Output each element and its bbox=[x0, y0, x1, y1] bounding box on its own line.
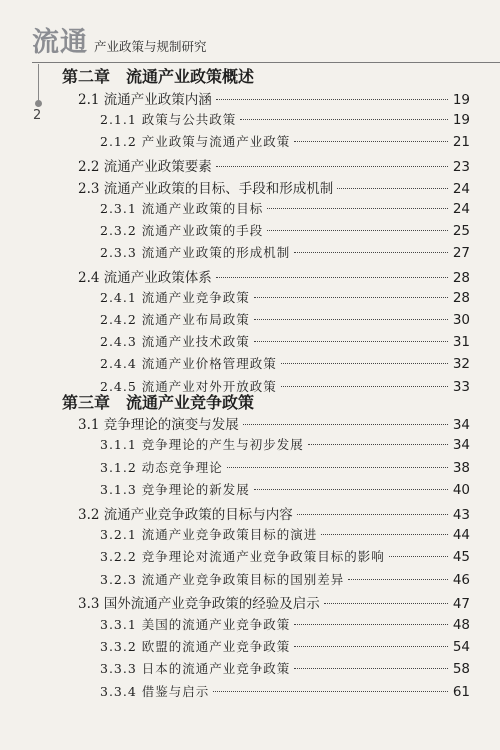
entry-page-number: 40 bbox=[452, 482, 470, 499]
entry-title: 2.3.3 流通产业政策的形成机制 bbox=[100, 245, 291, 261]
entry-page-number: 48 bbox=[452, 616, 470, 633]
toc-subsection-entry[interactable] bbox=[100, 354, 470, 372]
entry-title: 2.2 流通产业政策要素 bbox=[78, 158, 212, 175]
entry-page-number: 45 bbox=[452, 549, 470, 566]
entry-page-number: 31 bbox=[452, 334, 470, 351]
entry-title: 3.3.4 借鉴与启示 bbox=[100, 683, 210, 699]
toc-subsection-entry[interactable] bbox=[100, 243, 470, 261]
dot-leader bbox=[227, 467, 448, 468]
entry-title: 3.3.2 欧盟的流通产业竞争政策 bbox=[100, 639, 291, 654]
entry-page-number: 27 bbox=[452, 245, 470, 262]
dot-leader bbox=[243, 424, 448, 425]
entry-page-number: 44 bbox=[452, 527, 470, 543]
toc-subsection-entry[interactable] bbox=[100, 199, 470, 217]
dot-leader bbox=[240, 119, 448, 120]
dot-leader bbox=[294, 141, 448, 142]
dot-leader bbox=[297, 514, 448, 515]
entry-title: 3.1.1 竞争理论的产生与初步发展 bbox=[100, 437, 304, 453]
entry-title: 2.1.1 政策与公共政策 bbox=[100, 112, 237, 128]
dot-leader bbox=[216, 166, 448, 167]
entry-page-number: 19 bbox=[452, 92, 470, 108]
entry-title: 2.4.5 流通产业对外开放政策 bbox=[100, 378, 277, 394]
entry-title: 3.2.1 流通产业竞争政策目标的演进 bbox=[100, 527, 318, 542]
entry-page-number: 43 bbox=[452, 506, 470, 523]
entry-title: 3.1.2 动态竞争理论 bbox=[100, 459, 223, 475]
dot-leader bbox=[294, 646, 448, 647]
toc-section-entry[interactable] bbox=[78, 413, 470, 433]
dot-leader bbox=[254, 489, 448, 490]
dot-leader bbox=[281, 386, 448, 387]
entry-page-number: 61 bbox=[452, 683, 470, 700]
entry-page-number: 58 bbox=[452, 661, 470, 678]
entry-title: 2.3.1 流通产业政策的目标 bbox=[100, 201, 264, 216]
dot-leader bbox=[321, 534, 448, 535]
entry-page-number: 21 bbox=[452, 134, 470, 151]
page-number: 2 bbox=[33, 108, 42, 123]
dot-leader bbox=[213, 691, 448, 692]
toc-subsection-entry[interactable] bbox=[100, 221, 470, 239]
entry-page-number: 28 bbox=[452, 289, 470, 306]
toc-subsection-entry[interactable] bbox=[100, 547, 470, 565]
entry-title: 3.2.3 流通产业竞争政策目标的国别差异 bbox=[100, 571, 345, 587]
dot-leader bbox=[324, 603, 448, 604]
chapter-heading: 第二章 流通产业政策概述 bbox=[62, 67, 255, 86]
dot-leader bbox=[294, 252, 448, 253]
toc-subsection-entry[interactable] bbox=[100, 288, 470, 306]
entry-title: 2.4.1 流通产业竞争政策 bbox=[100, 289, 250, 305]
entry-title: 3.3.3 日本的流通产业竞争政策 bbox=[100, 661, 291, 677]
entry-page-number: 24 bbox=[452, 180, 470, 197]
toc-subsection-entry[interactable] bbox=[100, 435, 470, 453]
dot-leader bbox=[281, 363, 448, 364]
toc-subsection-entry[interactable] bbox=[100, 637, 470, 655]
dot-leader bbox=[348, 579, 448, 580]
entry-page-number: 28 bbox=[452, 269, 470, 286]
entry-title: 2.1.2 产业政策与流通产业政策 bbox=[100, 134, 291, 150]
book-title: 流通 bbox=[32, 27, 88, 58]
entry-page-number: 24 bbox=[452, 201, 470, 217]
entry-page-number: 38 bbox=[452, 459, 470, 476]
entry-title: 3.3.1 美国的流通产业竞争政策 bbox=[100, 616, 291, 632]
toc-subsection-entry[interactable] bbox=[100, 310, 470, 328]
entry-title: 2.3 流通产业政策的目标、手段和形成机制 bbox=[78, 180, 334, 197]
toc-section-entry[interactable] bbox=[78, 503, 470, 523]
margin-line bbox=[38, 64, 39, 102]
entry-title: 2.4 流通产业政策体系 bbox=[78, 269, 212, 286]
toc-subsection-entry[interactable] bbox=[100, 332, 470, 350]
dot-leader bbox=[267, 230, 448, 231]
entry-page-number: 30 bbox=[452, 312, 470, 328]
entry-title: 2.4.2 流通产业布局政策 bbox=[100, 312, 250, 327]
entry-page-number: 19 bbox=[452, 112, 470, 129]
entry-title: 3.2 流通产业竞争政策的目标与内容 bbox=[78, 506, 293, 523]
dot-leader bbox=[254, 319, 448, 320]
toc-subsection-entry[interactable] bbox=[100, 659, 470, 677]
entry-title: 3.1 竞争理论的演变与发展 bbox=[78, 417, 239, 433]
toc-section-entry[interactable] bbox=[78, 177, 470, 197]
entry-page-number: 23 bbox=[452, 158, 470, 175]
entry-page-number: 47 bbox=[452, 596, 470, 613]
toc-subsection-entry[interactable] bbox=[100, 525, 470, 543]
entry-page-number: 25 bbox=[452, 223, 470, 240]
toc-section-entry[interactable] bbox=[78, 266, 470, 286]
entry-title: 2.3.2 流通产业政策的手段 bbox=[100, 223, 264, 239]
toc-subsection-entry[interactable] bbox=[100, 615, 470, 633]
dot-leader bbox=[216, 277, 448, 278]
entry-page-number: 46 bbox=[452, 571, 470, 588]
toc-subsection-entry[interactable] bbox=[100, 570, 470, 588]
book-subtitle: 产业政策与规制研究 bbox=[94, 39, 207, 54]
toc-section-entry[interactable] bbox=[78, 155, 470, 175]
entry-title: 2.4.4 流通产业价格管理政策 bbox=[100, 356, 277, 372]
running-header bbox=[32, 22, 207, 58]
dot-leader bbox=[389, 556, 448, 557]
entry-page-number: 33 bbox=[452, 378, 470, 395]
chapter-heading: 第三章 流通产业竞争政策 bbox=[62, 393, 255, 412]
dot-leader bbox=[216, 99, 448, 100]
toc-section-entry[interactable] bbox=[78, 592, 470, 612]
toc-subsection-entry[interactable] bbox=[100, 110, 470, 128]
entry-title: 2.4.3 流通产业技术政策 bbox=[100, 334, 250, 350]
header-rule bbox=[32, 62, 500, 63]
toc-subsection-entry[interactable] bbox=[100, 682, 470, 700]
toc-section-entry[interactable] bbox=[78, 88, 470, 108]
dot-leader bbox=[337, 188, 448, 189]
entry-page-number: 34 bbox=[452, 417, 470, 433]
entry-title: 3.1.3 竞争理论的新发展 bbox=[100, 482, 250, 498]
toc-subsection-entry[interactable] bbox=[100, 132, 470, 150]
toc-subsection-entry[interactable] bbox=[100, 480, 470, 498]
dot-leader bbox=[254, 341, 448, 342]
entry-title: 2.1 流通产业政策内涵 bbox=[78, 92, 212, 108]
dot-leader bbox=[294, 624, 448, 625]
entry-page-number: 32 bbox=[452, 356, 470, 373]
dot-leader bbox=[294, 668, 448, 669]
entry-title: 3.2.2 竞争理论对流通产业竞争政策目标的影响 bbox=[100, 549, 385, 565]
dot-leader bbox=[308, 444, 448, 445]
dot-leader bbox=[254, 297, 448, 298]
entry-page-number: 34 bbox=[452, 437, 470, 454]
entry-page-number: 54 bbox=[452, 639, 470, 655]
toc-subsection-entry[interactable] bbox=[100, 458, 470, 476]
entry-title: 3.3 国外流通产业竞争政策的经验及启示 bbox=[78, 596, 320, 613]
dot-leader bbox=[267, 208, 448, 209]
margin-dot bbox=[35, 100, 42, 107]
